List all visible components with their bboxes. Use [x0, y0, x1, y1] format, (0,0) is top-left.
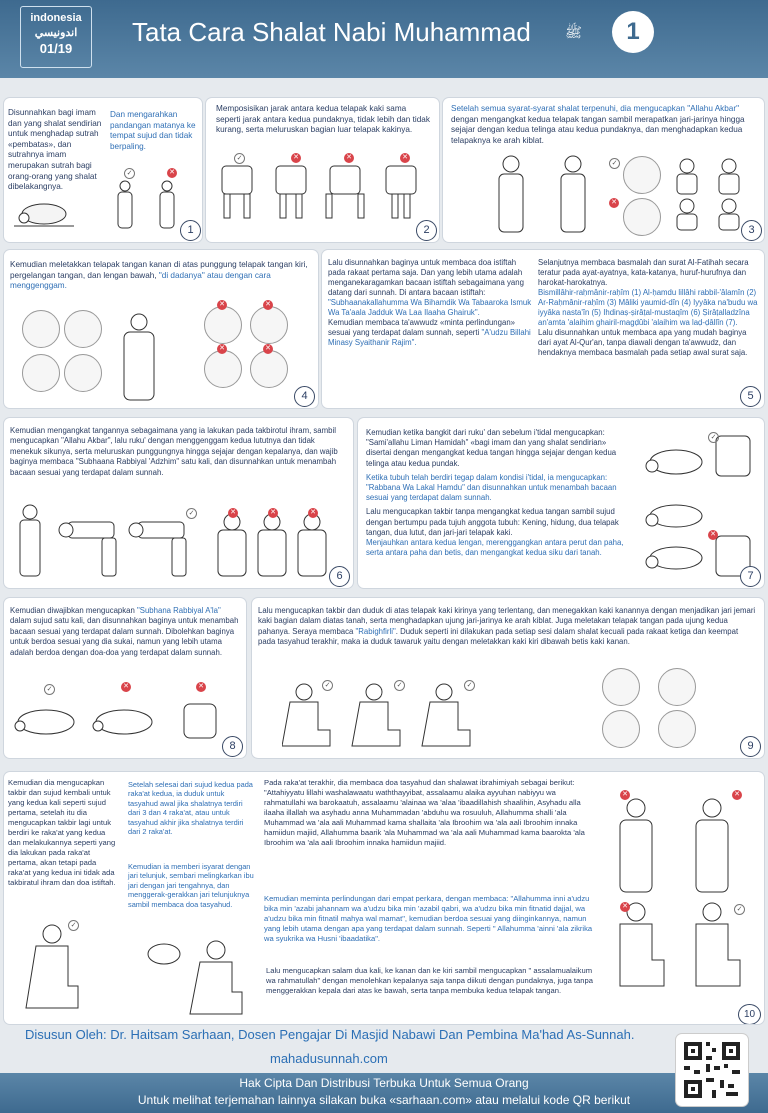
sujud-figures [640, 428, 756, 578]
step-9-description: . Duduk seperti ini dilakukan pada setiap sesi dalam shalat kecuali pada rakaat ketiga dan keempat pada tasyahud terakhir, maka ia duduk tawaruk yaitu dengan meletakkan kaki kiri dibawah betis kaki kanan. [258, 626, 739, 647]
step-4-description: Kemudian meletakkan telapak tangan kanan di atas punggung telapak tangan kiri, pergelangan tangan, dan lengan bawah, [10, 260, 308, 280]
step-panel-3 [443, 98, 764, 242]
correct-icon: ✓ [609, 158, 620, 169]
correct-icon: ✓ [734, 904, 745, 915]
step-10-salam: Lalu mengucapkan salam dua kali, ke kanan dan ke kiri sambil mengucapkan " assalamualaikum wa rahmatullah" dengan menolehkan kepalanya saja tanpa diikuti dengan pundaknya, juga tanpa menggerakkan kepala dari atas ke bawah, serta tanpa membuka kedua telapak tangan. [266, 966, 593, 995]
feet-position-figures [216, 162, 430, 222]
step-7-sujud-posture: Menjauhkan antara kedua lengan, merenggangkan antara perut dan paha, serta antara paha dan betis, dan mengangkat kedua siku dari tanah. [366, 538, 624, 558]
wrong-icon: ✕ [263, 344, 273, 354]
wrong-icon: ✕ [196, 682, 206, 692]
copyright-notice: Hak Cipta Dan Distribusi Terbuka Untuk Semua Orang [239, 1076, 529, 1090]
step-3-takbir: Setelah semua syarat-syarat shalat terpenuhi, dia mengucapkan "Allahu Akbar" [451, 104, 739, 113]
step-panel-4 [4, 250, 318, 408]
step-number: 6 [329, 566, 350, 587]
badge-language-ar: اندونيسي [34, 27, 78, 39]
translation-notice: Untuk melihat terjemahan lainnya silakan buka «sarhaan.com» atau melalui kode QR berikut [137, 1093, 631, 1107]
wrong-icon: ✕ [121, 682, 131, 692]
correct-icon: ✓ [234, 153, 245, 164]
step-9-dua: "Rabighfirli" [355, 626, 396, 636]
correct-icon: ✓ [44, 684, 55, 695]
step-1-text-gaze: Dan mengarahkan pandangan matanya ke tempat sujud dan tidak berpaling. [110, 110, 196, 151]
step-panel-1 [4, 98, 202, 242]
hand-placement-figure [116, 312, 162, 402]
sujud-comparison-figures [14, 694, 234, 744]
step-number: 5 [740, 386, 761, 407]
wrong-icon: ✕ [228, 508, 238, 518]
step-9-text [258, 606, 756, 648]
takbir-wrong-figures [669, 154, 749, 232]
badge-language: indonesia [30, 12, 82, 24]
step-3-description: dengan mengangkat kedua telapak tangan sambil merapatkan jari-jarinya hingga sejajar dengan kedua telinga atau kedua pundaknya, dan menghadapkan kedua telapaknya ke arah kiblat. [451, 114, 745, 145]
language-badge [20, 6, 92, 68]
step-panel-2 [206, 98, 439, 242]
step-number: 2 [416, 220, 437, 241]
foot-detail [602, 710, 640, 748]
step-6-text: Kemudian mengangkat tangannya sebagaimana yang ia lakukan pada takbirotul ihram, sambil mengucapkan "Allahu Akbar", lalu ruku' dengan menggenggam kedua lututnya dan tidak menekuk sikunya, serta meluruskan punggungnya hingga sejajar dengan kepalanya, dan wajib baginya membaca "Subhaana Rabbiyal 'Adzhim" satu kali, dan disunnahkan untuk menambah bacaan sesuai yang terdapat dalam sunnah. [10, 426, 338, 477]
foot-detail [658, 710, 696, 748]
step-7-itidal: Ketika tubuh telah berdiri tegap dalam kondisi i'tidal, ia mengucapkan: "Rabbana Wa Lakal Hamdu" dan disunnahkan untuk menambah bacaan sesuai yang terdapat dalam sunnah. [366, 472, 617, 503]
foot-detail [602, 668, 640, 706]
step-panel-10 [4, 772, 764, 1024]
correct-icon: ✓ [186, 508, 197, 519]
hand-detail-correct [623, 156, 661, 194]
wrong-icon: ✕ [620, 790, 630, 800]
takbir-figures [483, 150, 603, 234]
hand-detail-wrong [204, 350, 242, 388]
correct-icon: ✓ [394, 680, 405, 691]
wrong-icon: ✕ [308, 508, 318, 518]
author-name: Dr. Haitsam Sarhaan, Dosen Pengajar Di Masjid Nabawi Dan Pembina Ma'had As-Sunnah. [110, 1027, 635, 1042]
step-10-second-rakaat: Kemudian dia mengucapkan takbir dan sujud kembali untuk yang kedua kali seperti sujud pertama, setelah itu dia mengucapkan takbir lagi untuk berdiri ke raka'at yang kedua dan melakukannya seperti yang dia lakukan pada raka'at pertama, akan tetapi pada raka'at yang kedua ini tidak ada takbiratul ihram dan doa istiftah. [8, 778, 116, 887]
hand-detail-wrong [623, 198, 661, 236]
wrong-icon: ✕ [263, 300, 273, 310]
hand-detail-wrong [204, 306, 242, 344]
step-5-istiftah-intro: Lalu disunnahkan baginya untuk membaca doa istiftah pada rakaat pertama saja. Dan yang lebih utama adalah menganekaragamkan bacaan istiftah sebagaimana yang datang dari sunnah. Di antara bacaan istiftah: [328, 258, 524, 297]
hand-detail [64, 354, 102, 392]
step-panel-8 [4, 598, 246, 758]
step-5-fatihah [538, 258, 758, 358]
step-4-chest: "di dadanya" atau dengan cara menggenggam. [10, 270, 271, 291]
author-credit [25, 1027, 634, 1042]
step-panel-5 [322, 250, 764, 408]
correct-icon: ✓ [68, 920, 79, 931]
badge-page: 01/19 [39, 41, 73, 56]
step-8-tasbih: "Subhana Rabbiyal A'la" [137, 606, 221, 615]
hand-detail [22, 310, 60, 348]
hand-detail-wrong [250, 350, 288, 388]
salam-figures [608, 794, 752, 994]
step-panel-7 [358, 418, 764, 588]
step-5-istiftah [328, 258, 532, 348]
finger-gesture-figure [144, 938, 254, 1016]
step-7-rising: Kemudian ketika bangkit dari ruku' dan sebelum i'tidal mengucapkan: "Sami'allahu Liman Hamidah" «bagi imam dan yang shalat sendirian» disertai dengan mengangkat kedua tangan hingga sejajar dengan kedua telinga atau kedua pundak. [366, 428, 617, 468]
hand-detail [64, 310, 102, 348]
step-10-tasyahud-akhir: Pada raka'at terakhir, dia membaca doa tasyahud dan shalawat ibrahimiyah sebagai berikut: "Attahiyyatu lillahi washalawaatu waththayyibat, assalaamu alaika ayyuhan nabiyyu wa rahmatullahi wa barokaatuh, assalaamu 'alainaa wa 'alaa 'ibaadillahish shaalihin, Asyhadu alla ilaaha illallah wa asyhadu anna Muhammadan 'abduhu wa rosuuluh, Allahumma shalli 'ala Muhammad wa 'ala aali Muhammad kama shallaita 'ala Ibroohim wa 'ala aali Ibroohim innaka hamiidun majiid, Allahumma baarik 'ala Muhammad wa 'ala aali Muhammad kama baarokta 'ala Ibroohim wa 'ala aali Ibroohim innaka hamiidun majiid. [264, 778, 585, 847]
standing-figure-correct [114, 180, 136, 230]
page-title: Tata Cara Shalat Nabi Muhammad [132, 17, 531, 47]
ruku-figures [10, 500, 346, 580]
standing-figure-wrong [156, 180, 178, 230]
step-1-text: Disunnahkan bagi imam dan yang shalat sendirian untuk menghadap sutrah «pembatas», dan sutrahnya imam merupakan sutrah bagi orang-orang yang shalat dibelakangnya. [8, 108, 102, 192]
prostration-figure [14, 184, 74, 228]
wrong-icon: ✕ [167, 168, 177, 178]
wrong-icon: ✕ [400, 153, 410, 163]
step-5-taawwudz: Kemudian membaca ta'awwudz «minta perlindungan» sesuai yang terdapat dalam sunnah, seperti [328, 318, 515, 337]
wrong-icon: ✕ [217, 300, 227, 310]
wrong-icon: ✕ [291, 153, 301, 163]
wrong-icon: ✕ [344, 153, 354, 163]
step-panel-6 [4, 418, 353, 588]
correct-icon: ✓ [708, 432, 719, 443]
wrong-icon: ✕ [268, 508, 278, 518]
wrong-icon: ✕ [609, 198, 619, 208]
step-7-sujud: Lalu mengucapkan takbir tanpa mengangkat kedua tangan sambil sujud dengan bertumpu pada tujuh anggota tubuh: Kening, hidung, dua telapak tangan, dua lutut, dan jari-jari telapak kaki. [366, 507, 619, 537]
step-3-text [451, 104, 757, 146]
wrong-icon: ✕ [217, 344, 227, 354]
step-10-tasyahud-awal: Setelah selesai dari sujud kedua pada raka'at kedua, ia duduk untuk tasyahud awal jika shalatnya terdiri dari 3 dan 4 raka'at, atau untuk tasyahud akhir jika shalatnya terdiri dari 2 raka'at. [128, 780, 253, 837]
step-5-istiftah-dua: "Subhaanakallahumma Wa Bihamdik Wa Tabaaroka Ismuk Wa Ta'aala Jadduk Wa Laa Ilaaha Ghairuk". [328, 298, 532, 317]
step-10-isyarat: Kemudian ia memberi isyarat dengan jari telunjuk, sembari melingkarkan ibu jari dengan jari tengahnya, dan menggerak-gerakkan jari telunjuknya sambil membaca doa tasyahud. [128, 862, 254, 909]
correct-icon: ✓ [322, 680, 333, 691]
step-8-description: dalam sujud satu kali, dan disunnahkan baginya untuk menambah bacaan sesuai yang terdapat dalam sunnah. Dibolehkan baginya untuk berdoa sesuai yang dia sukai, namun yang lebih utama adalah berdoa dengan doa-doa yang terdapat dalam sunnah. [10, 616, 239, 657]
step-10-isti'adzah: Kemudian meminta perlindungan dari empat perkara, dengan membaca: "Allahumma inni a'udzu bika min 'azabi jahannam wa a'udzu bika min 'azabil qabri, wa a'udzu bika min fitnatid dajjal, wa a'udzu bika min fitnatil mahya wal mamat", kemudian berdoa sesuai yang diinginkannya, namun yang lebih utama dengan apa yang terdapat dalam sunnah. Seperti " Allahumma 'ainni 'ala zikrika wa syukrika wa Husni 'ibaadatika". [264, 894, 593, 943]
page-number-badge: 1 [612, 11, 654, 53]
step-number: 10 [738, 1004, 761, 1024]
step-number: 4 [294, 386, 315, 407]
qr-code[interactable] [676, 1034, 748, 1106]
qr-code-icon [676, 1034, 748, 1106]
step-number: 1 [180, 220, 201, 241]
hand-detail-wrong [250, 306, 288, 344]
sitting-figure [22, 922, 82, 1012]
step-5-fatihah-intro: Selanjutnya membaca basmalah dan surat Al-Fatihah secara teratur pada ayat-ayatnya, kata-katanya, huruf-hurufnya dan harokat-harokatnya. [538, 258, 749, 287]
step-8-intro: Kemudian diwajibkan mengucapkan [10, 606, 137, 615]
website-link[interactable]: mahadusunnah.com [270, 1051, 388, 1066]
step-number: 3 [741, 220, 762, 241]
step-number: 9 [740, 736, 761, 757]
step-7-text [366, 428, 630, 558]
correct-icon: ✓ [124, 168, 135, 179]
author-label: Disusun Oleh: [25, 1027, 111, 1042]
step-2-text: Memposisikan jarak antara kedua telapak kaki sama seperti jarak antara kedua pundaknya, tidak lebih dan tidak kurang, serta meluruskan bagian luar telapak kakinya. [216, 104, 430, 135]
step-5-surah: Lalu disunnahkan untuk membaca apa yang mudah baginya dari ayat Al-Qur'an, tanpa diawali dengan ta'awwudz, dan hendaknya membaca basmalah pada setiap awal surat saja. [538, 328, 748, 357]
wrong-icon: ✕ [620, 902, 630, 912]
step-4-text [10, 260, 310, 292]
step-panel-9 [252, 598, 764, 758]
step-number: 8 [222, 736, 243, 757]
foot-detail [658, 668, 696, 706]
step-5-fatihah-text: Bismillâhir-raḥmânir-raḥîm (1) Al-ḥamdu lillâhi rabbil-'âlamîn (2) Ar-Raḥmânir-raḥîm (3) Mâliki yaumid-dîn (4) Iyyâka na'budu wa iyyâka nasta'în (5) Ihdinaṣ-ṣirâṭal-mustaqîm (6) Ṣirâṭalladzîna an'amta 'alaihim ghairil-magḍûbi 'alaihim wa laḍ-ḍâllîn (7). [538, 288, 758, 327]
hand-detail [22, 354, 60, 392]
correct-icon: ✓ [464, 680, 475, 691]
step-9-intro: Lalu mengucapkan takbir dan duduk di atas telapak kaki kirinya yang terlentang, dan menegakkan kaki kanannya dengan menjadikan jari jemari kaki bagian dalam diatas tanah, serta menghadapkan ujung jari-jarinya ke arah kiblat. Juga meletakan telapak tangan pada ujung kedua pahanya. Seraya membaca [258, 606, 756, 636]
title-honorific: ﷺ [565, 25, 582, 41]
step-number: 7 [740, 566, 761, 587]
step-5-taawwudz-text: "A'udzu Billahi Minasy Syaithanir Rajim". [328, 328, 531, 347]
wrong-icon: ✕ [732, 790, 742, 800]
wrong-icon: ✕ [708, 530, 718, 540]
step-8-text [10, 606, 240, 658]
